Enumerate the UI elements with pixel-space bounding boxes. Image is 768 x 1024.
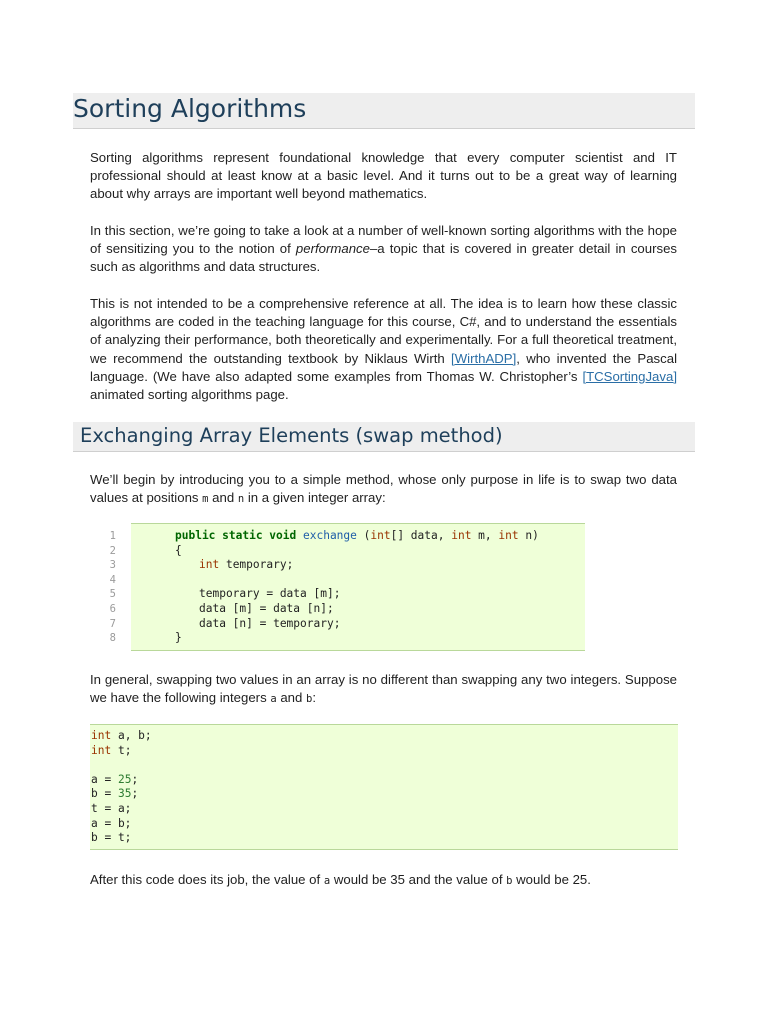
- line-number: 6: [109, 602, 116, 615]
- line-number: 8: [109, 632, 116, 645]
- line-numbers: [96, 529, 116, 646]
- line-number: 7: [109, 617, 116, 630]
- result-paragraph: After this code does its job, the value of a would be 35 and the value of b would be 25.: [90, 872, 591, 887]
- wirthadp-link[interactable]: [WirthADP]: [451, 350, 517, 366]
- code-line: {: [175, 543, 182, 557]
- swap-integers-paragraph: In general, swapping two values in an array is no different than swapping any two integers. Suppose we have the following integers a and b:: [90, 672, 677, 706]
- page-title: Sorting Algorithms: [73, 94, 307, 123]
- section-title: Exchanging Array Elements (swap method): [80, 424, 503, 447]
- code-line: int temporary;: [199, 558, 294, 572]
- line-number: 1: [109, 530, 116, 542]
- code-line: t = a;: [91, 802, 132, 815]
- inline-code-n: n: [237, 493, 245, 506]
- code-line: temporary = data [m];: [199, 587, 341, 601]
- code-line: data [m] = data [n];: [199, 602, 334, 615]
- reference-paragraph: This is not intended to be a comprehensive reference at all. The idea is to learn how these classic algorithms are coded in the teaching language for this course, C#, and to understand the essentials of analyzing their performance, both theoretically and experimentally. For a full theoretical treatment, we recommend the outstanding textbook by Niklaus Wirth [WirthADP], who invented the Pascal language. (We have also adapted some examples from Thomas W. Christopher’s [TCSortingJava] animated sorting algorithms page.: [90, 296, 677, 403]
- code-line: int a, b;: [91, 729, 152, 742]
- line-number: 2: [109, 544, 116, 557]
- inline-code-a: a: [323, 875, 331, 887]
- line-number: 3: [109, 559, 116, 572]
- code-line: int t;: [91, 743, 132, 757]
- section-heading-sorting-algorithms: [73, 93, 695, 129]
- code-line: }: [175, 631, 182, 645]
- performance-paragraph: In this section, we’re going to take a look at a number of well-known sorting algorithms with the hope of sensitizing you to the notion of performance–a topic that is covered in greater detail in courses such as algorithms and data structures.: [90, 223, 677, 275]
- exchange-method-code-block: [131, 523, 585, 651]
- tcsortingjava-link[interactable]: [TCSortingJava]: [582, 368, 677, 384]
- line-number: 5: [109, 588, 116, 601]
- inline-code-a: a: [270, 693, 277, 706]
- code-line: b = 35;: [91, 787, 139, 801]
- code-line: data [n] = temporary;: [199, 616, 341, 630]
- code-line: b = t;: [91, 831, 132, 845]
- code-line: a = b;: [91, 816, 132, 830]
- code-line: a = 25;: [91, 772, 139, 786]
- code-line: public static void exchange (int[] data, int m, int n): [175, 529, 539, 542]
- intro-paragraph: Sorting algorithms represent foundational knowledge that every computer scientist and IT professional should at least know at a basic level. And it turns out to be a great way of learning about why arrays are important well beyond mathematics.: [90, 150, 677, 202]
- performance-emphasis: performance: [295, 241, 370, 257]
- inline-code-b: b: [506, 875, 513, 887]
- section-heading-exchanging: [73, 422, 695, 452]
- inline-code-b: b: [306, 693, 313, 706]
- inline-code-m: m: [202, 493, 209, 506]
- swap-integers-code-block: [90, 724, 678, 850]
- swap-intro-paragraph: We’ll begin by introducing you to a simple method, whose only purpose in life is to swap two data values at positions m and n in a given integer array:: [90, 472, 677, 506]
- line-number: 4: [109, 573, 116, 586]
